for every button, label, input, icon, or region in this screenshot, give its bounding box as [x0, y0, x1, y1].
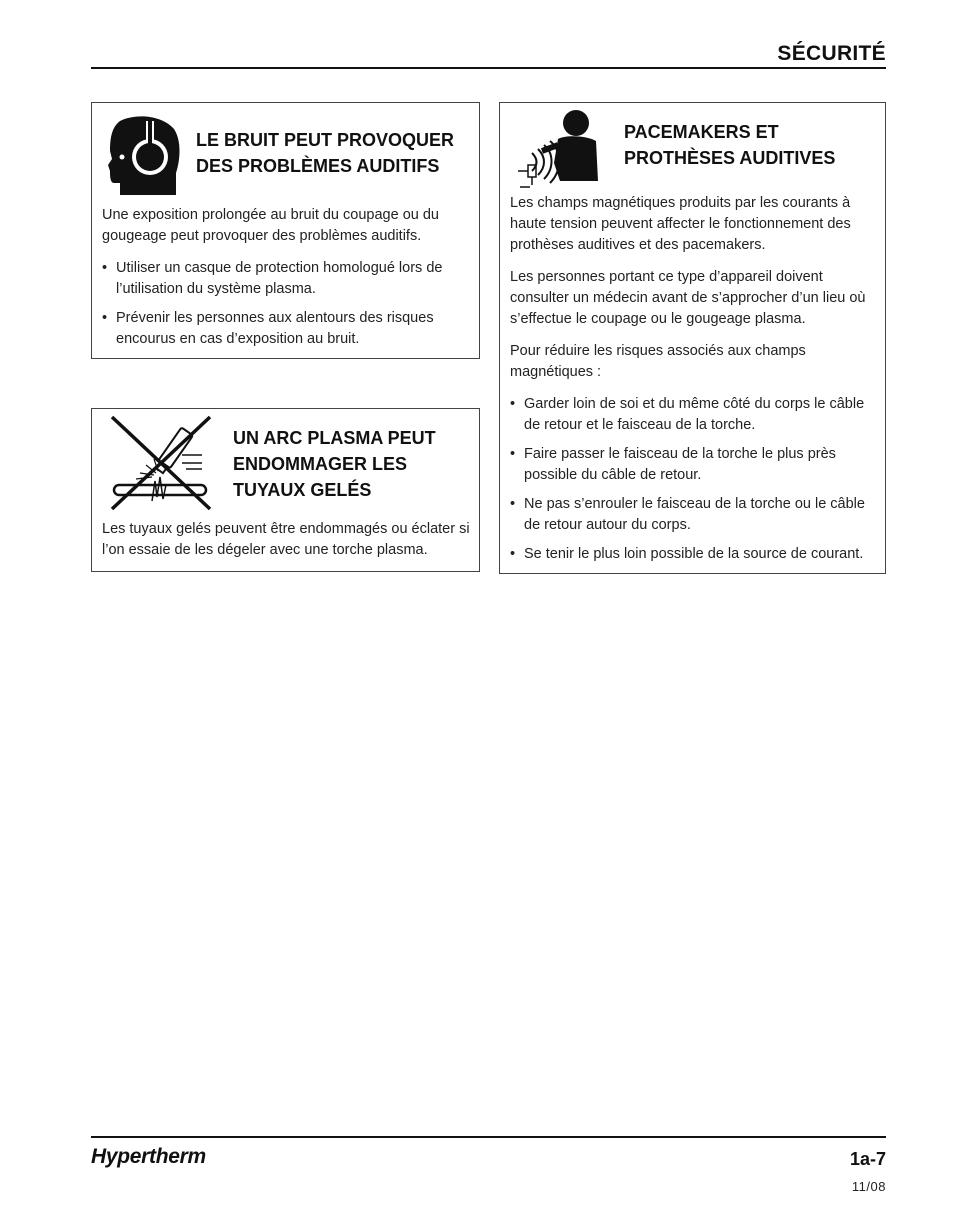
pacemaker-para-1: Les champs magnétiques produits par les courants à haute tension peuvent affecter le fonctionnement des prothèses auditives et des pacemakers. [510, 195, 851, 253]
pacemaker-warning-box [499, 102, 886, 574]
noise-box-title: LE BRUIT PEUT PROVOQUER DES PROBLÈMES AUDITIFS [196, 130, 455, 176]
pipes-box-body [102, 519, 470, 572]
pacemaker-para-2: Les personnes portant ce type d’appareil doivent consulter un médecin avant de s’approcher d’un lieu où s’effectue le coupage ou le gougeage plasma. [510, 269, 866, 327]
revision-date: 11/08 [851, 1179, 886, 1194]
ear-protection-icon [106, 115, 182, 204]
footer-divider [91, 1136, 886, 1138]
noise-box-bullets [102, 258, 470, 350]
no-thawing-pipes-icon [110, 415, 214, 516]
header-divider [91, 67, 886, 69]
pipes-box-intro: Les tuyaux gelés peuvent être endommagés ou éclater si l’on essaie de les dégeler avec une torche plasma. [102, 521, 470, 558]
list-item: • Ne pas s’enrouler le faisceau de la torche ou le câble de retour autour du corps. [510, 494, 878, 536]
noise-warning-box [91, 102, 480, 359]
list-item: • Se tenir le plus loin possible de la source de courant. [510, 544, 878, 565]
pacemaker-bullets [510, 394, 878, 565]
noise-box-body [102, 205, 470, 358]
list-item: • Garder loin de soi et du même côté du corps le câble de retour et le faisceau de la torche. [510, 394, 878, 436]
page-number: 1a-7 [849, 1149, 886, 1169]
noise-box-intro: Une exposition prolongée au bruit du coupage ou du gougeage peut provoquer des problèmes auditifs. [102, 207, 439, 244]
frozen-pipes-warning-box [91, 408, 480, 572]
pacemaker-para-3: Pour réduire les risques associés aux champs magnétiques : [510, 343, 806, 380]
list-item: • Faire passer le faisceau de la torche le plus près possible du câble de retour. [510, 444, 878, 486]
page-title: SÉCURITÉ [777, 42, 886, 65]
pipes-box-title: UN ARC PLASMA PEUT ENDOMMAGER LES TUYAUX GELÉS [233, 428, 436, 500]
magnetic-field-person-icon [514, 107, 600, 196]
list-item: • Utiliser un casque de protection homologué lors de l’utilisation du système plasma. [102, 258, 470, 300]
pacemaker-box-body [510, 193, 878, 573]
brand-logo: Hypertherm [91, 1145, 206, 1168]
list-item: • Prévenir les personnes aux alentours des risques encourus en cas d’exposition au bruit. [102, 308, 470, 350]
pacemaker-box-title: PACEMAKERS ET PROTHÈSES AUDITIVES [624, 122, 836, 168]
